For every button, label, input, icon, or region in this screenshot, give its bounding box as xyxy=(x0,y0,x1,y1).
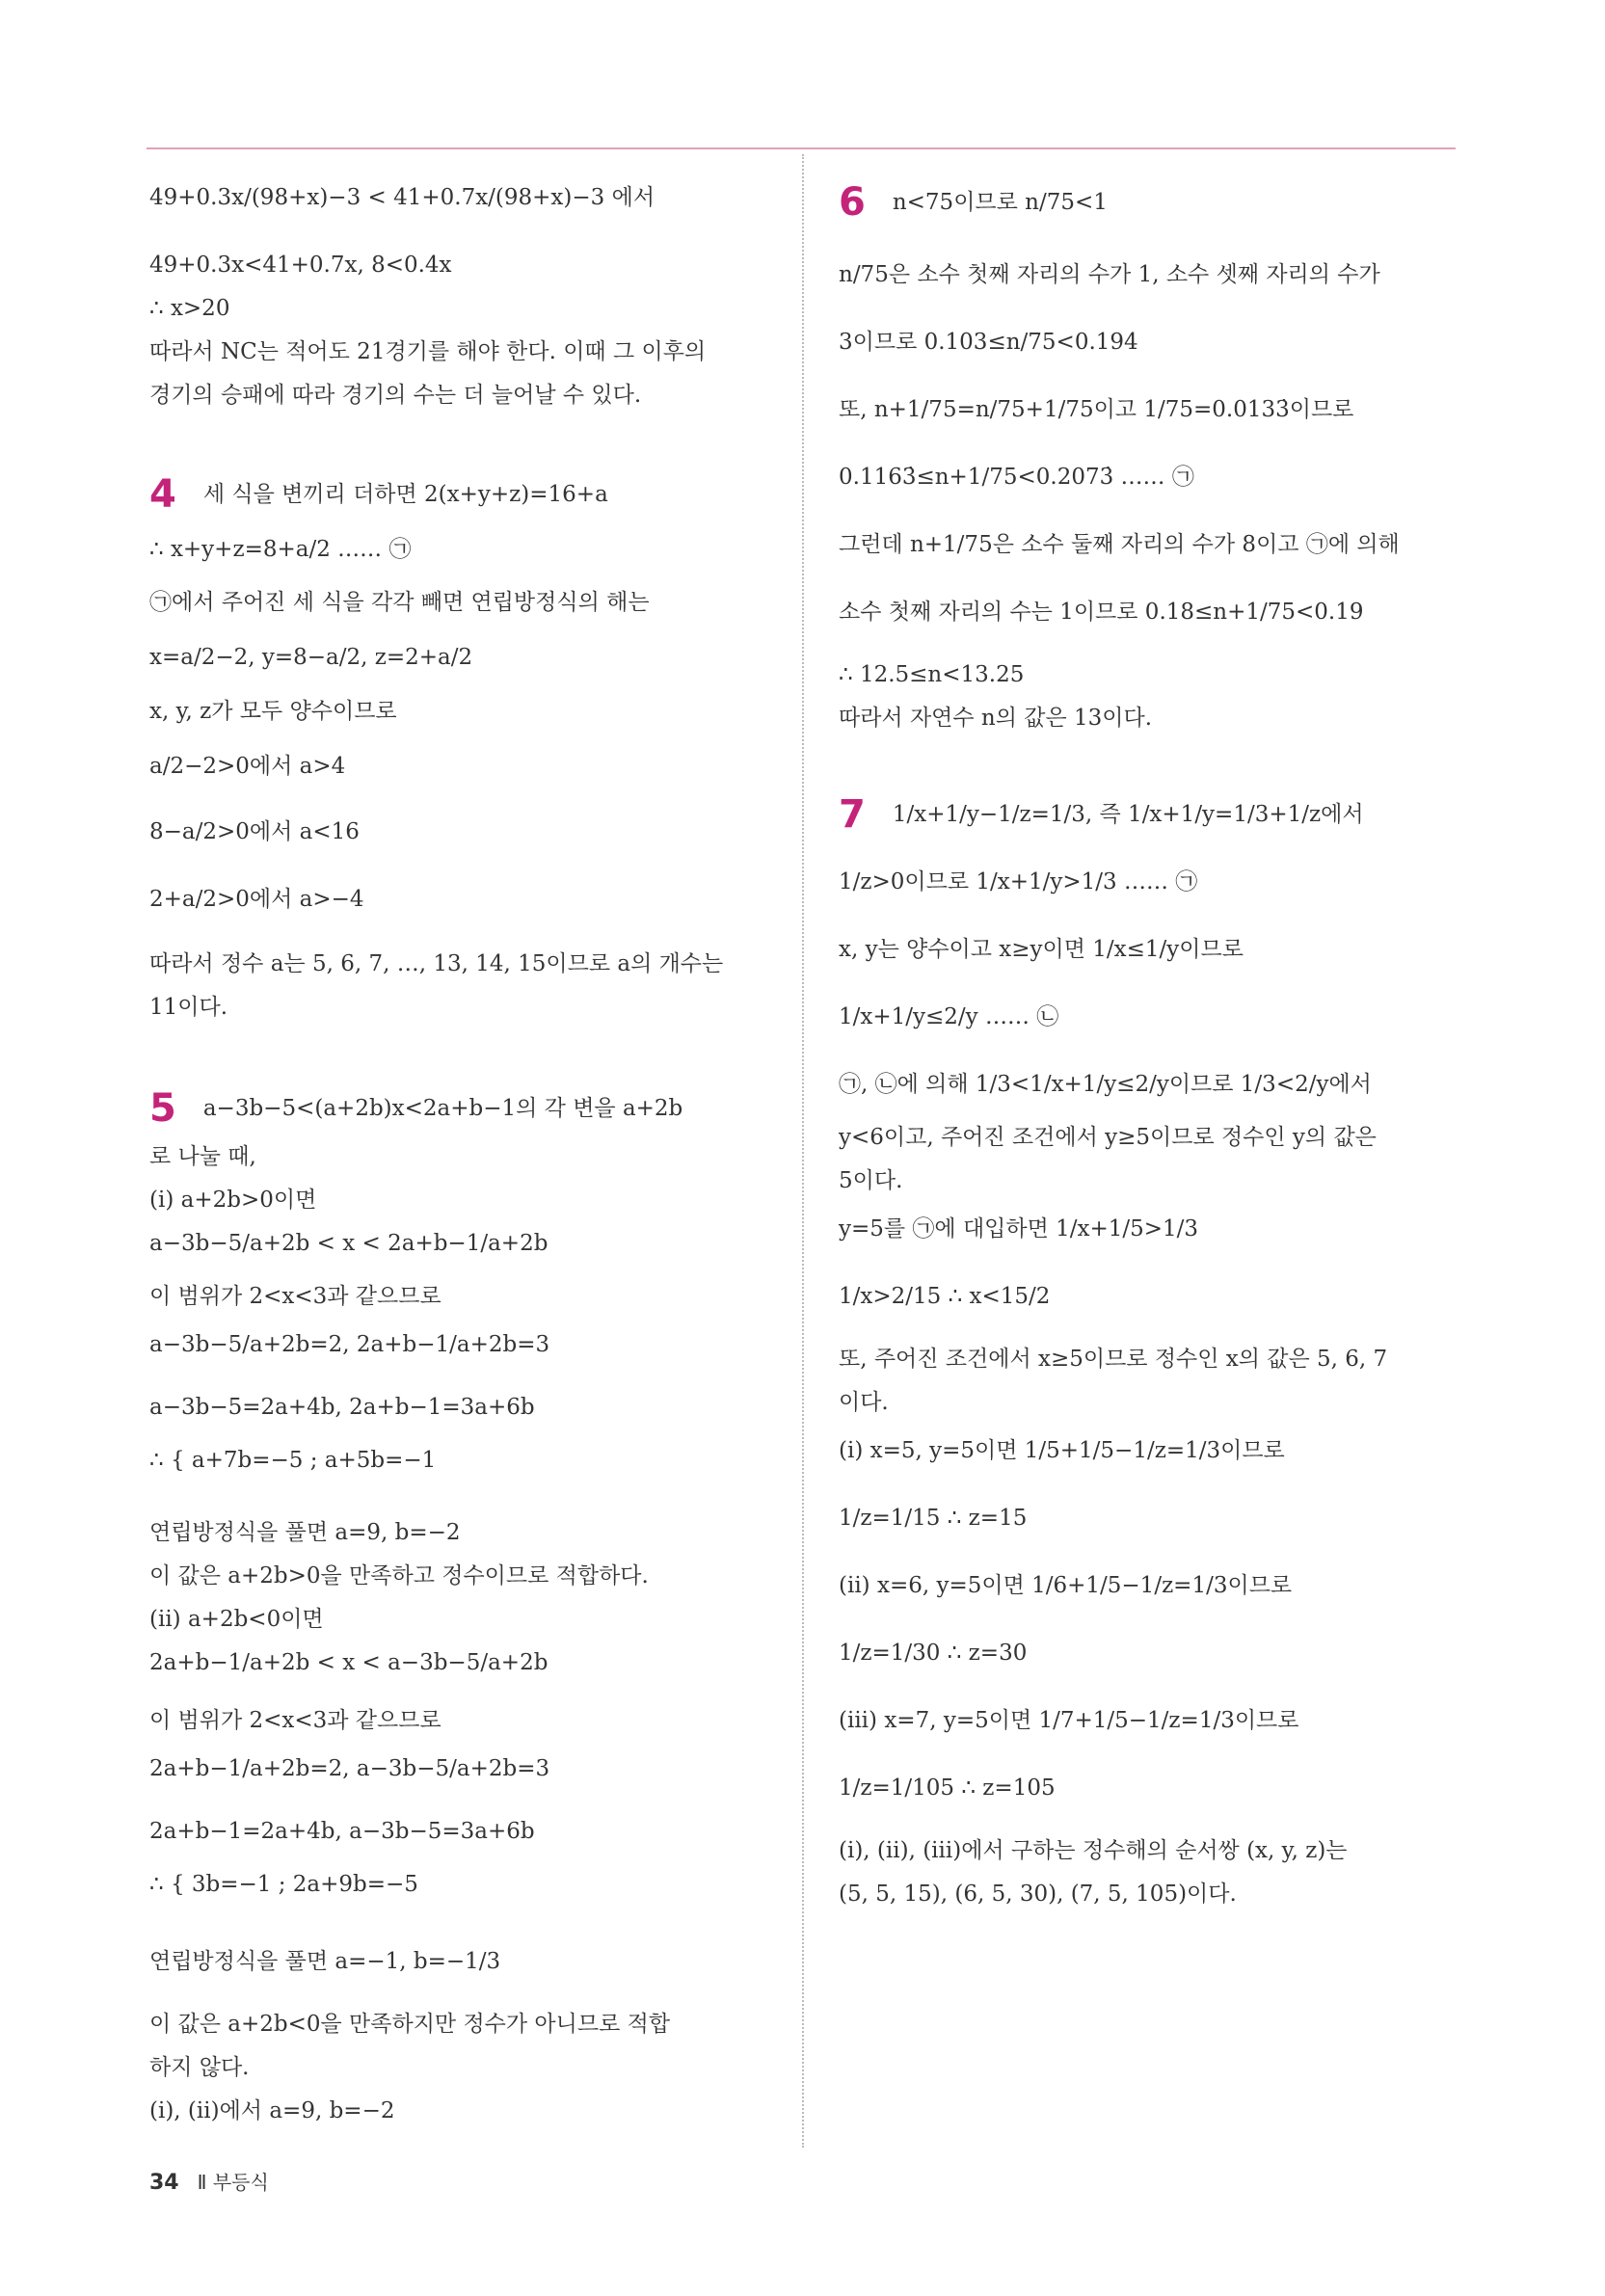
line-text: 5이다. xyxy=(839,1168,903,1193)
page-number: 34 xyxy=(149,2171,179,2195)
solution-line xyxy=(149,1229,548,1258)
solution-line xyxy=(839,395,1353,424)
solution-line xyxy=(149,535,411,564)
solution-line xyxy=(839,1836,1348,1865)
solution-line xyxy=(839,868,1197,896)
line-text: 1/x>2/15 ∴ x<15/2 xyxy=(839,1284,1051,1309)
line-text: 49+0.3x/(98+x)−3 < 41+0.7x/(98+x)−3 에서 xyxy=(149,185,655,210)
solution-line xyxy=(839,1123,1377,1152)
problem-start-line xyxy=(839,180,1108,225)
solution-line xyxy=(839,1774,1056,1802)
solution-line xyxy=(839,1345,1387,1374)
line-text: y=5를 ㉠에 대입하면 1/x+1/5>1/3 xyxy=(839,1216,1199,1241)
solution-line xyxy=(149,294,229,323)
solution-line xyxy=(149,1817,535,1846)
solution-line xyxy=(839,1282,1050,1311)
line-text: 1/x+1/y−1/z=1/3, 즉 1/x+1/y=1/3+1/z에서 xyxy=(892,802,1364,827)
solution-line xyxy=(149,2053,250,2082)
solution-line xyxy=(149,337,706,366)
line-text: ∴ { 3b=−1 ; 2a+9b=−5 xyxy=(149,1872,418,1897)
line-text: 이 범위가 2<x<3과 같으므로 xyxy=(149,1284,441,1309)
line-text: 경기의 승패에 따라 경기의 수는 더 늘어날 수 있다. xyxy=(149,383,642,408)
line-text: 1/z>0이므로 1/x+1/y>1/3 …… ㉠ xyxy=(839,869,1198,894)
solution-line xyxy=(149,643,472,672)
line-text: 8−a/2>0에서 a<16 xyxy=(149,819,360,844)
solution-line xyxy=(839,530,1400,559)
line-text: (i), (ii)에서 a=9, b=−2 xyxy=(149,2098,395,2123)
solution-line xyxy=(149,1282,441,1311)
solution-line xyxy=(839,598,1364,627)
problem-start-line xyxy=(149,1086,683,1131)
solution-line xyxy=(839,1706,1298,1735)
solution-line xyxy=(839,1571,1292,1600)
line-text: 2+a/2>0에서 a>−4 xyxy=(149,887,364,912)
solution-line xyxy=(149,1562,649,1590)
solution-line xyxy=(839,1215,1198,1243)
top-rule xyxy=(147,147,1456,149)
line-text: 11이다. xyxy=(149,995,228,1020)
line-text: 또, n+1/75=n/75+1/75이고 1/75=0.0133̇이므로 xyxy=(839,397,1354,422)
problem-number: 6 xyxy=(839,180,866,225)
line-text: (iii) x=7, y=5이면 1/7+1/5−1/z=1/3이므로 xyxy=(839,1708,1299,1733)
solution-line xyxy=(839,463,1194,492)
line-text: 2a+b−1/a+2b=2, a−3b−5/a+2b=3 xyxy=(149,1756,550,1781)
line-text: 따라서 NC는 적어도 21경기를 해야 한다. 이때 그 이후의 xyxy=(149,339,707,364)
line-text: 따라서 정수 a는 5, 6, 7, …, 13, 14, 15이므로 a의 개수는 xyxy=(149,951,724,976)
line-text: (ii) a+2b<0이면 xyxy=(149,1607,324,1632)
solution-line xyxy=(839,704,1152,733)
line-text: a/2−2>0에서 a>4 xyxy=(149,754,346,779)
solution-line xyxy=(149,1393,535,1422)
line-text: (i), (ii), (iii)에서 구하는 정수해의 순서쌍 (x, y, z)는 xyxy=(839,1838,1348,1863)
solution-line xyxy=(839,1002,1058,1031)
solution-line xyxy=(839,328,1138,357)
line-text: x, y는 양수이고 x≥y이면 1/x≤1/y이므로 xyxy=(839,937,1244,962)
solution-line xyxy=(149,697,397,726)
line-text: n/75은 소수 첫째 자리의 수가 1, 소수 셋째 자리의 수가 xyxy=(839,262,1380,287)
solution-line xyxy=(149,1870,418,1899)
line-text: (ii) x=6, y=5이면 1/6+1/5−1/z=1/3이므로 xyxy=(839,1573,1293,1598)
line-text: a−3b−5/a+2b=2, 2a+b−1/a+2b=3 xyxy=(149,1332,550,1357)
line-text: 따라서 자연수 n의 값은 13이다. xyxy=(839,706,1153,731)
line-text: 0.1163̇≤n+1/75<0.2073̇ …… ㉠ xyxy=(839,465,1194,490)
solution-line xyxy=(149,817,360,846)
line-text: x, y, z가 모두 양수이므로 xyxy=(149,699,397,724)
solution-line xyxy=(839,1436,1285,1465)
line-text: a−3b−5<(a+2b)x<2a+b−1의 각 변을 a+2b xyxy=(202,1096,683,1121)
solution-line xyxy=(149,1947,500,1976)
solution-line xyxy=(149,1186,316,1215)
line-text: ∴ x+y+z=8+a/2 …… ㉠ xyxy=(149,537,412,562)
solution-line xyxy=(149,1706,441,1735)
line-text: 하지 않다. xyxy=(149,2055,250,2080)
line-text: 연립방정식을 풀면 a=9, b=−2 xyxy=(149,1520,461,1545)
line-text: ∴ 12.5≤n<13.25 xyxy=(839,662,1025,687)
solution-line xyxy=(839,935,1244,964)
solution-line xyxy=(149,885,364,914)
line-text: a−3b−5=2a+4b, 2a+b−1=3a+6b xyxy=(149,1395,535,1420)
page-footer xyxy=(149,2167,269,2195)
solution-line xyxy=(839,660,1024,689)
solution-line xyxy=(149,381,641,410)
line-text: 연립방정식을 풀면 a=−1, b=−1/3 xyxy=(149,1949,501,1974)
solution-line xyxy=(149,1754,549,1783)
line-text: (i) x=5, y=5이면 1/5+1/5−1/z=1/3이므로 xyxy=(839,1438,1285,1463)
problem-start-line xyxy=(149,472,608,517)
line-text: a−3b−5/a+2b < x < 2a+b−1/a+2b xyxy=(149,1231,548,1256)
solution-line xyxy=(149,1518,461,1547)
solution-line xyxy=(149,1330,549,1359)
line-text: y<6이고, 주어진 조건에서 y≥5이므로 정수인 y의 값은 xyxy=(839,1125,1377,1150)
line-text: 3이므로 0.103≤n/75<0.194 xyxy=(839,330,1138,355)
line-text: 소수 첫째 자리의 수는 1이므로 0.18≤n+1/75<0.19 xyxy=(839,600,1364,625)
line-text: n<75이므로 n/75<1 xyxy=(892,190,1108,215)
line-text: 로 나눌 때, xyxy=(149,1144,256,1169)
solution-line xyxy=(149,588,650,617)
line-text: 이 값은 a+2b>0을 만족하고 정수이므로 적합하다. xyxy=(149,1563,649,1589)
solution-line xyxy=(149,1605,324,1634)
line-text: 1/x+1/y≤2/y …… ㉡ xyxy=(839,1004,1059,1029)
problem-number: 4 xyxy=(149,472,176,517)
solution-line xyxy=(839,260,1380,289)
line-text: 2a+b−1=2a+4b, a−3b−5=3a+6b xyxy=(149,1819,535,1844)
line-text: 2a+b−1/a+2b < x < a−3b−5/a+2b xyxy=(149,1650,548,1675)
solution-line xyxy=(839,1070,1372,1099)
line-text: 1/z=1/105 ∴ z=105 xyxy=(839,1775,1056,1801)
solution-line xyxy=(149,993,227,1022)
line-text: 1/z=1/30 ∴ z=30 xyxy=(839,1641,1028,1666)
solution-line xyxy=(149,183,655,212)
line-text: 49+0.3x<41+0.7x, 8<0.4x xyxy=(149,253,452,278)
solution-line xyxy=(839,1388,889,1417)
solution-line xyxy=(149,1446,436,1475)
line-text: 이 값은 a+2b<0을 만족하지만 정수가 아니므로 적합 xyxy=(149,2012,671,2037)
line-text: 1/z=1/15 ∴ z=15 xyxy=(839,1506,1028,1531)
line-text: 세 식을 변끼리 더하면 2(x+y+z)=16+a xyxy=(202,482,608,507)
solution-line xyxy=(149,1142,256,1171)
section-title: Ⅱ 부등식 xyxy=(197,2171,269,2194)
problem-start-line xyxy=(839,792,1364,837)
solution-line xyxy=(149,2010,670,2039)
solution-line xyxy=(149,2096,394,2125)
solution-line xyxy=(839,1166,902,1195)
line-text: ∴ { a+7b=−5 ; a+5b=−1 xyxy=(149,1448,437,1473)
solution-line xyxy=(149,949,723,978)
solution-line xyxy=(149,752,345,781)
solution-line xyxy=(839,1504,1027,1533)
problem-number: 5 xyxy=(149,1086,176,1131)
column-divider xyxy=(802,154,804,2148)
line-text: (i) a+2b>0이면 xyxy=(149,1188,317,1213)
solution-line xyxy=(149,251,452,280)
solution-line xyxy=(149,1648,548,1677)
line-text: 이 범위가 2<x<3과 같으므로 xyxy=(149,1708,441,1733)
line-text: 이다. xyxy=(839,1390,889,1415)
solution-line xyxy=(839,1880,1237,1909)
line-text: ㉠에서 주어진 세 식을 각각 빼면 연립방정식의 해는 xyxy=(149,590,650,615)
line-text: 또, 주어진 조건에서 x≥5이므로 정수인 x의 값은 5, 6, 7 xyxy=(839,1347,1388,1372)
problem-number: 7 xyxy=(839,792,866,837)
line-text: 그런데 n+1/75은 소수 둘째 자리의 수가 8이고 ㉠에 의해 xyxy=(839,532,1400,557)
line-text: (5, 5, 15), (6, 5, 30), (7, 5, 105)이다. xyxy=(839,1882,1237,1907)
line-text: x=a/2−2, y=8−a/2, z=2+a/2 xyxy=(149,645,473,670)
line-text: ㉠, ㉡에 의해 1/3<1/x+1/y≤2/y이므로 1/3<2/y에서 xyxy=(839,1072,1372,1097)
line-text: ∴ x>20 xyxy=(149,296,230,321)
solution-line xyxy=(839,1639,1027,1668)
